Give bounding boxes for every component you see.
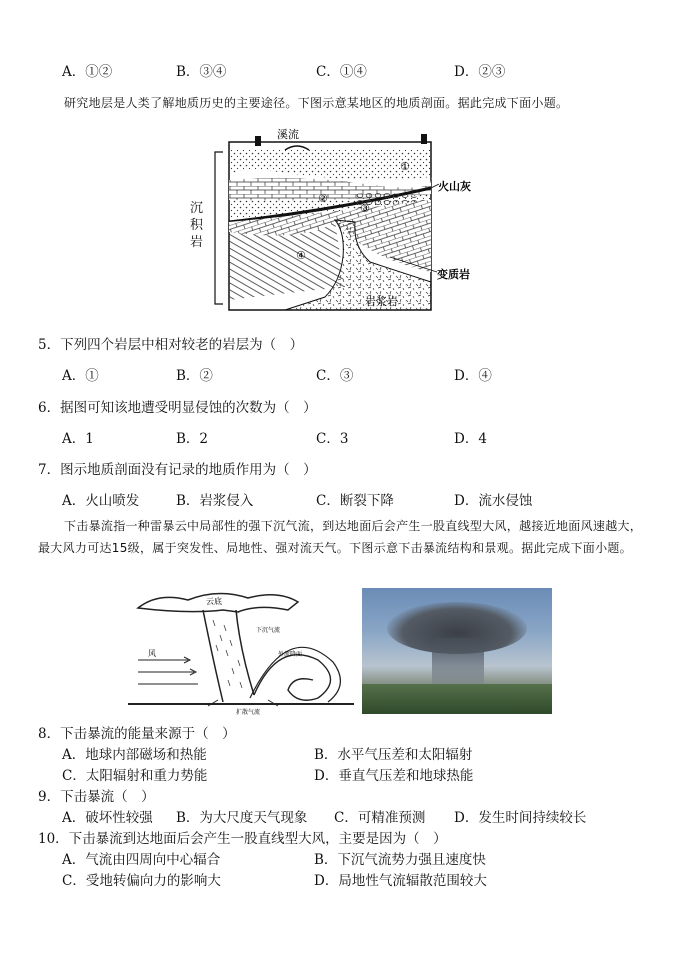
q8-option-d: D．垂直气压差和地球热能	[314, 768, 474, 784]
q6-option-d: D．4	[454, 431, 487, 447]
q9-option-b: B．为大尺度天气现象	[176, 810, 308, 826]
q8-option-c: C．太阳辐射和重力势能	[62, 768, 208, 784]
geological-profile-figure	[185, 122, 471, 317]
q9-option-a: A．破坏性较强	[62, 810, 153, 826]
q10-option-a: A．气流由四周向中心辐合	[62, 852, 221, 868]
intro-paragraph-geology: 研究地层是人类了解地质历史的主要途径。下图示意某地区的地质剖面。据此完成下面小题。	[64, 96, 569, 110]
q8-option-a: A．地球内部磁场和热能	[62, 747, 207, 763]
label-cloud-base: 云底	[206, 597, 222, 606]
q10-option-b: B．下沉气流势力强且速度快	[314, 852, 486, 868]
layer-4-label: ④	[296, 249, 306, 262]
question-5-stem: 5．下列四个岩层中相对较老的岩层为（ ）	[38, 337, 304, 353]
label-volcanic-ash: 火山灰	[438, 180, 471, 193]
label-diverging-flow: 扩散气流	[236, 709, 261, 716]
q9-option-c: C．可精准预测	[334, 810, 426, 826]
question-7-stem: 7．图示地质剖面没有记录的地质作用为（ ）	[38, 462, 317, 478]
q8-option-b: B．水平气压差和太阳辐射	[314, 747, 473, 763]
q9-option-d: D．发生时间持续较长	[454, 810, 587, 826]
layer-1-label: ①	[400, 160, 410, 173]
question-10-stem: 10．下击暴流到达地面后会产生一股直线型大风，主要是因为（ ）	[38, 831, 447, 847]
question-6-stem: 6．据图可知该地遭受明显侵蚀的次数为（ ）	[38, 400, 317, 416]
q7-option-a: A．火山喷发	[62, 493, 140, 509]
label-magma-rock: 岩浆岩	[365, 295, 398, 308]
q7-option-c: C．断裂下降	[316, 493, 394, 509]
q4-option-a: A．①②	[62, 64, 113, 80]
q6-option-a: A．1	[62, 431, 94, 447]
question-8-stem: 8．下击暴流的能量来源于（ ）	[38, 726, 236, 742]
downburst-photo	[362, 588, 552, 714]
q6-option-c: C．3	[316, 431, 349, 447]
label-outflow: 外流降面	[278, 651, 303, 658]
layer-3-label: ③	[360, 202, 370, 215]
q10-option-d: D．局地性气流辐散范围较大	[314, 873, 487, 889]
q5-option-d: D．④	[454, 368, 492, 384]
q4-option-b: B．③④	[176, 64, 227, 80]
question-9-stem: 9．下击暴流（ ）	[38, 789, 155, 805]
q5-option-a: A．①	[62, 368, 99, 384]
q10-option-c: C．受地转偏向力的影响大	[62, 873, 221, 889]
downburst-structure-diagram	[128, 590, 354, 716]
q6-option-b: B．2	[176, 431, 209, 447]
label-wind: 风	[148, 649, 156, 658]
label-sedimentary-rock: 沉积岩	[190, 201, 204, 250]
label-stream: 溪流	[277, 128, 299, 141]
label-downdraft: 下沉气流	[256, 627, 281, 634]
layer-2-label: ②	[318, 192, 328, 205]
q7-option-d: D．流水侵蚀	[454, 493, 533, 509]
q7-option-b: B．岩浆侵入	[176, 493, 254, 509]
q5-option-b: B．②	[176, 368, 213, 384]
label-metamorphic-rock: 变质岩	[437, 268, 470, 281]
q4-option-c: C．①④	[316, 64, 367, 80]
intro-paragraph-downburst: 下击暴流指一种雷暴云中局部性的强下沉气流，到达地面后会产生一股直线型大风，越接近地面风速越大，最大风力可达15级，属于突发性、局地性、强对流天气。下图示意下击暴流结构和景观。据此完成下面小题。	[38, 519, 643, 555]
q4-option-d: D．②③	[454, 64, 506, 80]
q5-option-c: C．③	[316, 368, 354, 384]
